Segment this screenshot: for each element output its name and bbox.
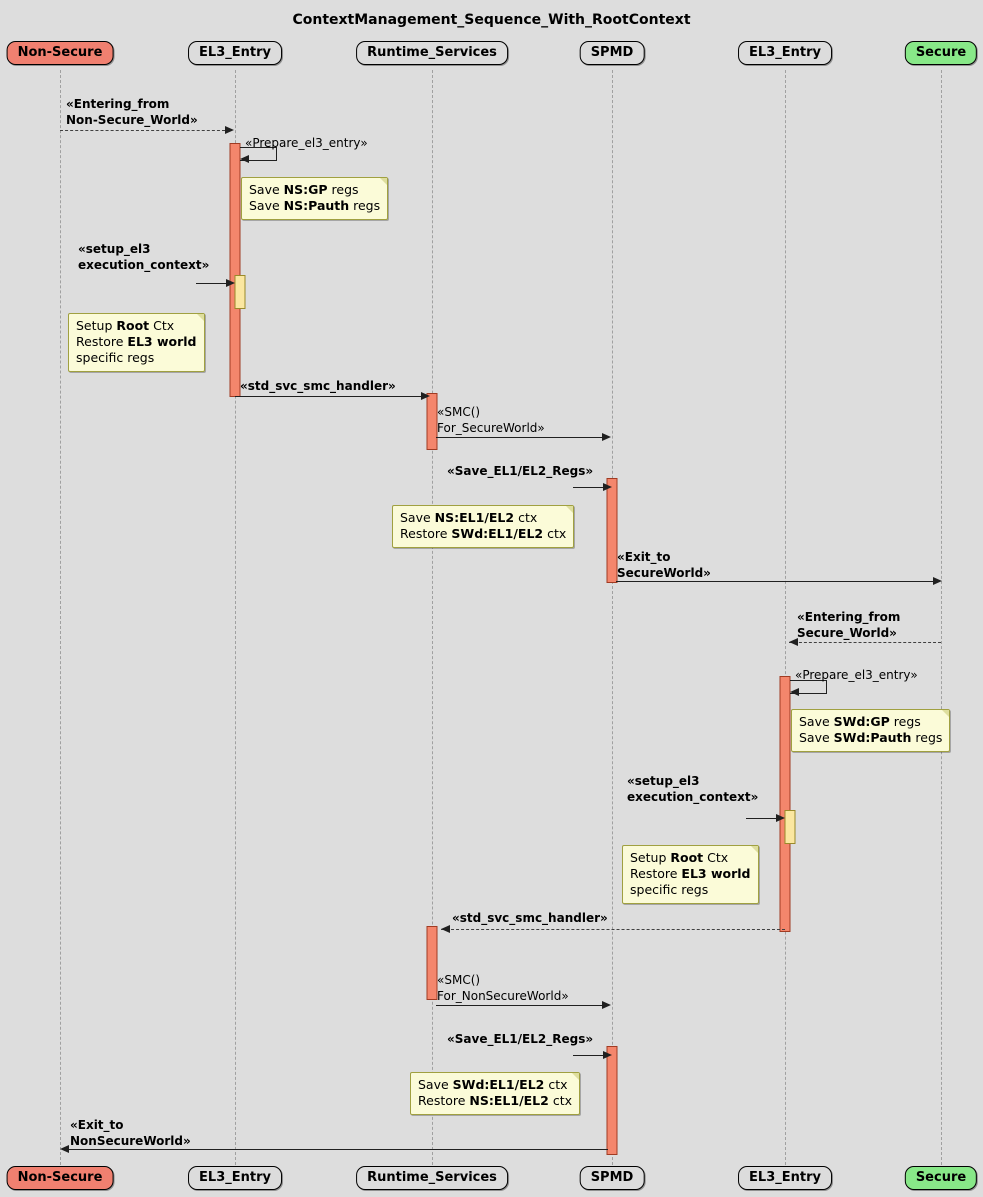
message-label-m12-line1: «SMC() [437, 973, 481, 987]
message-label-m5-line2: For_SecureWorld» [437, 421, 545, 435]
note-n6-line2: Restore NS:EL1/EL2 ctx [418, 1093, 572, 1108]
message-line-m8 [789, 642, 941, 643]
participant-spmd-top[interactable]: SPMD [580, 41, 645, 65]
message-arrowhead-m6 [603, 483, 612, 491]
message-arrowhead-m10 [776, 814, 785, 822]
message-arrowhead-m11 [441, 925, 450, 933]
participant-secure-top[interactable]: Secure [905, 41, 977, 65]
note-n2 [68, 313, 205, 372]
note-n2-line3: specific regs [76, 350, 155, 365]
message-line-m7 [616, 581, 933, 582]
activation-spmd-top [607, 478, 618, 583]
message-label-m1-line2: Non-Secure_World» [66, 113, 198, 127]
message-label-m11: «std_svc_smc_handler» [452, 911, 608, 925]
message-label-m7-line1: «Exit_to [617, 550, 671, 564]
note-n1 [241, 177, 388, 220]
message-label-m3-line1: «setup_el3 [78, 242, 151, 256]
participant-secure-bottom[interactable]: Secure [905, 1166, 977, 1190]
message-line-m5 [436, 437, 602, 438]
note-n1-line1: Save NS:GP regs [249, 182, 359, 197]
message-line-m4 [235, 396, 421, 397]
note-n5 [622, 845, 759, 904]
note-n6-line1: Save SWd:EL1/EL2 ctx [418, 1077, 568, 1092]
message-arrowhead-m12 [602, 1001, 611, 1009]
lifeline-spmd [612, 70, 613, 1165]
message-arrowhead-m3 [226, 279, 235, 287]
message-label-m3-line2: execution_context» [78, 258, 210, 272]
message-line-m12 [436, 1005, 602, 1006]
participant-el3-entry-left-bottom[interactable]: EL3_Entry [188, 1166, 282, 1190]
message-label-m10-line2: execution_context» [627, 790, 759, 804]
note-n5-line2: Restore EL3 world [630, 866, 751, 881]
message-label-m12-line2: For_NonSecureWorld» [437, 989, 569, 1003]
note-n6 [410, 1072, 580, 1115]
participant-spmd-bottom[interactable]: SPMD [580, 1166, 645, 1190]
message-label-m8-line2: Secure_World» [797, 626, 897, 640]
message-label-m7-line2: SecureWorld» [617, 566, 711, 580]
participant-non-secure-top[interactable]: Non-Secure [7, 41, 114, 65]
message-line-m13 [573, 1055, 603, 1056]
note-n3 [392, 505, 574, 548]
message-line-m10 [746, 818, 776, 819]
message-line-m3 [196, 283, 226, 284]
activation-el3-right-setup [785, 810, 796, 844]
message-line-m14 [68, 1149, 608, 1150]
participant-runtime-services-bottom[interactable]: Runtime_Services [356, 1166, 508, 1190]
message-label-m14-line2: NonSecureWorld» [70, 1134, 191, 1148]
message-arrowhead-m9 [790, 688, 799, 696]
note-n2-line2: Restore EL3 world [76, 334, 197, 349]
message-label-m10-line1: «setup_el3 [627, 774, 700, 788]
lifeline-runtime-services [432, 70, 433, 1165]
participant-el3-entry-right-top[interactable]: EL3_Entry [738, 41, 832, 65]
message-line-m1 [60, 130, 225, 131]
message-line-m11 [441, 929, 785, 930]
message-label-m9: «Prepare_el3_entry» [795, 668, 918, 682]
message-label-m8-line1: «Entering_from [797, 610, 901, 624]
note-n2-line1: Setup Root Ctx [76, 318, 175, 333]
activation-el3-entry-right [780, 676, 791, 932]
message-arrowhead-m14 [60, 1145, 69, 1153]
note-n4 [791, 709, 950, 752]
note-n3-line1: Save NS:EL1/EL2 ctx [400, 510, 538, 525]
note-n4-line1: Save SWd:GP regs [799, 714, 921, 729]
lifeline-el3-entry-right [785, 70, 786, 1165]
note-n3-line2: Restore SWd:EL1/EL2 ctx [400, 526, 567, 541]
activation-spmd-bottom [607, 1046, 618, 1155]
activation-runtime-top [427, 393, 438, 450]
message-arrowhead-m1 [225, 126, 234, 134]
message-arrowhead-m2 [240, 155, 249, 163]
activation-el3-entry-left [230, 143, 241, 397]
note-n1-line2: Save NS:Pauth regs [249, 198, 381, 213]
note-n4-line2: Save SWd:Pauth regs [799, 730, 943, 745]
note-n5-line1: Setup Root Ctx [630, 850, 729, 865]
message-label-m13: «Save_EL1/EL2_Regs» [447, 1032, 594, 1046]
activation-runtime-bottom [427, 926, 438, 1000]
participant-el3-entry-left-top[interactable]: EL3_Entry [188, 41, 282, 65]
activation-el3-left-setup [235, 275, 246, 309]
participant-el3-entry-right-bottom[interactable]: EL3_Entry [738, 1166, 832, 1190]
message-label-m5-line1: «SMC() [437, 405, 481, 419]
lifeline-secure [941, 70, 942, 1165]
message-label-m6: «Save_EL1/EL2_Regs» [447, 464, 594, 478]
participant-runtime-services-top[interactable]: Runtime_Services [356, 41, 508, 65]
message-arrowhead-m7 [933, 577, 942, 585]
message-line-m6 [573, 487, 603, 488]
diagram-title: ContextManagement_Sequence_With_RootContext [292, 12, 691, 28]
message-label-m4: «std_svc_smc_handler» [240, 379, 396, 393]
message-arrowhead-m5 [602, 433, 611, 441]
message-label-m1-line1: «Entering_from [66, 97, 170, 111]
note-n5-line3: specific regs [630, 882, 709, 897]
message-arrowhead-m13 [603, 1051, 612, 1059]
message-label-m14-line1: «Exit_to [70, 1118, 124, 1132]
participant-non-secure-bottom[interactable]: Non-Secure [7, 1166, 114, 1190]
lifeline-non-secure [60, 70, 61, 1165]
message-arrowhead-m4 [421, 392, 430, 400]
message-label-m2: «Prepare_el3_entry» [245, 136, 368, 150]
